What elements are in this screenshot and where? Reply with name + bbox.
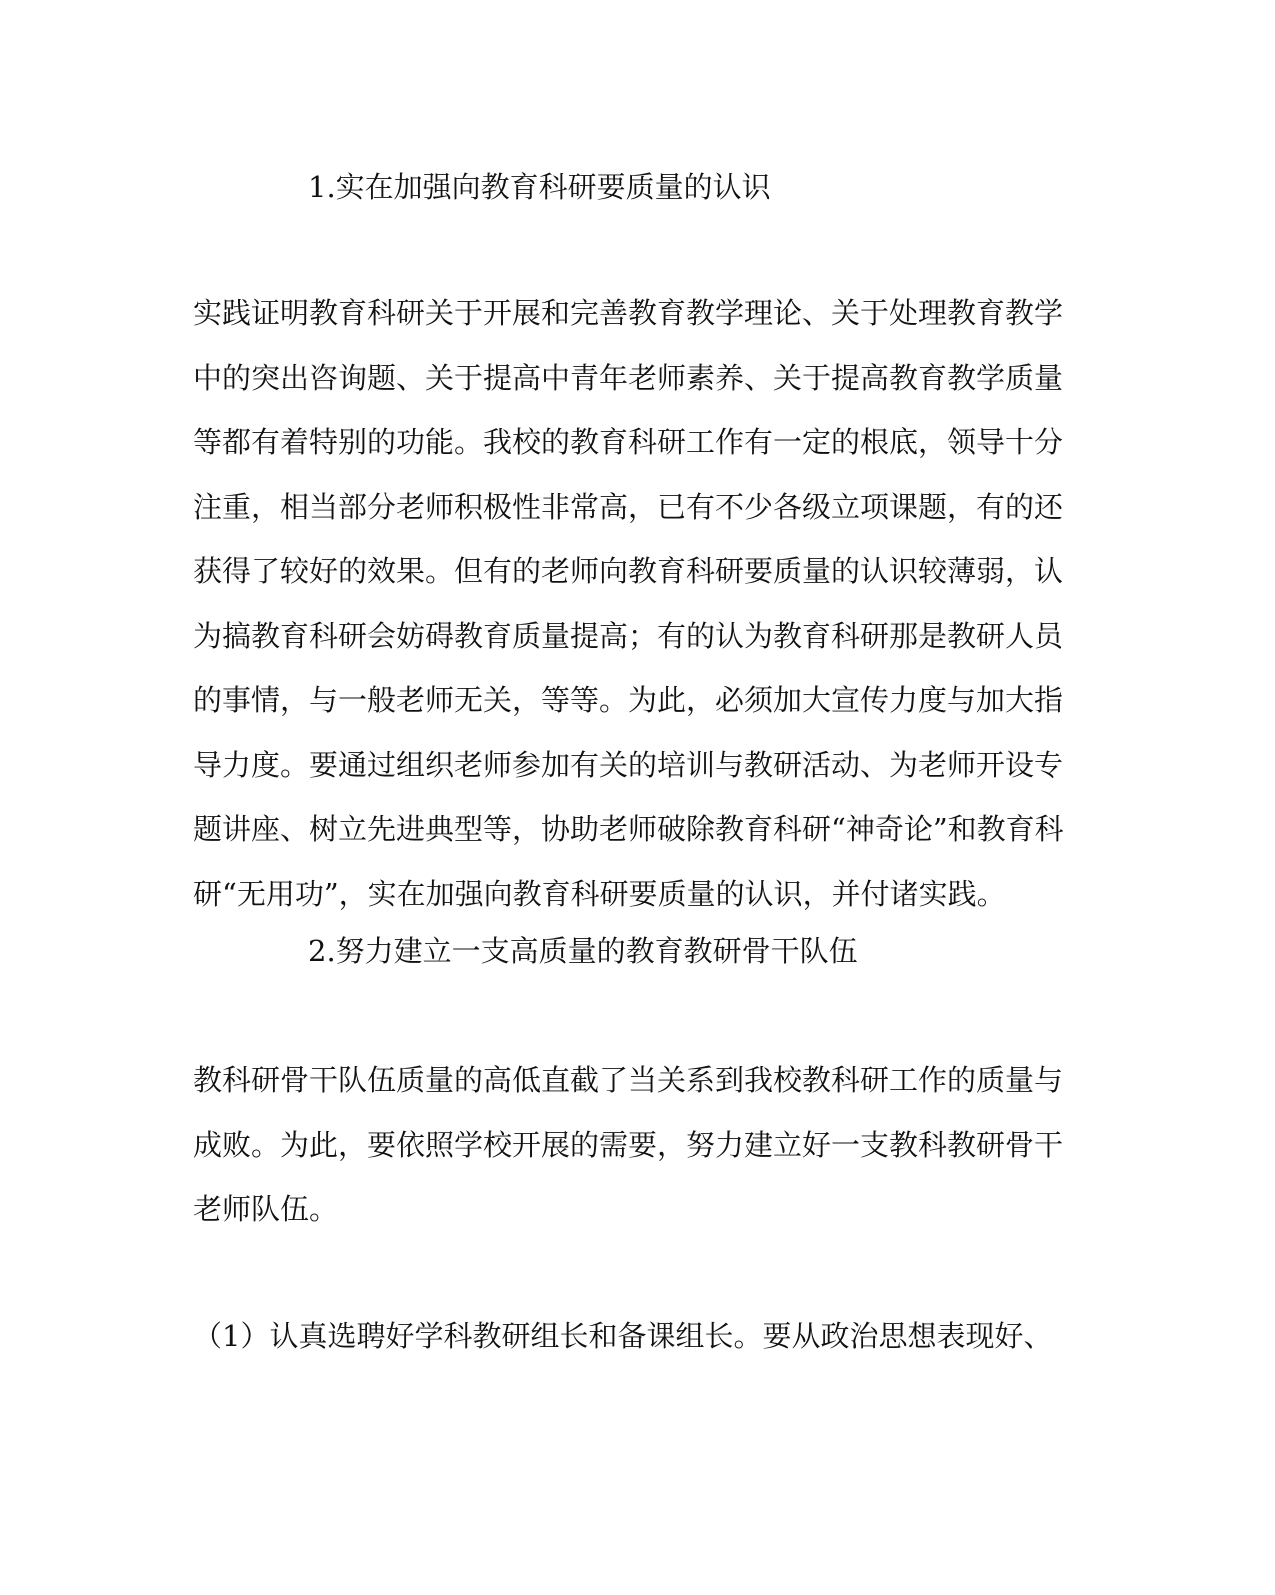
section-heading-1: 1.实在加强向教育科研要质量的认识 [308,170,771,204]
paragraph-line: 获得了较好的效果。但有的老师向教育科研要质量的认识较薄弱，认 [193,554,1064,588]
paragraph-2 [193,1048,1064,1242]
paragraph-line: 实践证明教育科研关于开展和完善教育教学理论、关于处理教育教学 [193,296,1064,330]
paragraph-3: （1）认真选聘好学科教研组长和备课组长。要从政治思想表现好、 [193,1319,1053,1353]
paragraph-line: 的事情，与一般老师无关，等等。为此，必须加大宣传力度与加大指 [193,683,1064,717]
paragraph-line: 等都有着特别的功能。我校的教育科研工作有一定的根底，领导十分 [193,425,1064,459]
paragraph-line: 中的突出咨询题、关于提高中青年老师素养、关于提高教育教学质量 [193,360,1064,395]
paragraph-line: 题讲座、树立先进典型等，协助老师破除教育科研“神奇论”和教育科 [193,812,1064,846]
paragraph-line: 注重，相当部分老师积极性非常高，已有不少各级立项课题，有的还 [193,489,1064,524]
paragraph-line: 导力度。要通过组织老师参加有关的培训与教研活动、为老师开设专 [193,747,1064,782]
paragraph-line: 为搞教育科研会妨碍教育质量提高；有的认为教育科研那是教研人员 [193,618,1064,653]
paragraph-line: 老师队伍。 [193,1192,339,1226]
paragraph-line: 研“无用功”，实在加强向教育科研要质量的认识，并付诸实践。 [193,876,1006,911]
paragraph-1 [193,281,1064,926]
section-heading-2: 2.努力建立一支高质量的教育教研骨干队伍 [308,934,858,968]
paragraph-line: 成败。为此，要依照学校开展的需要，努力建立好一支教科教研骨干 [193,1127,1064,1162]
paragraph-line: 教科研骨干队伍质量的高低直截了当关系到我校教科研工作的质量与 [193,1063,1064,1097]
